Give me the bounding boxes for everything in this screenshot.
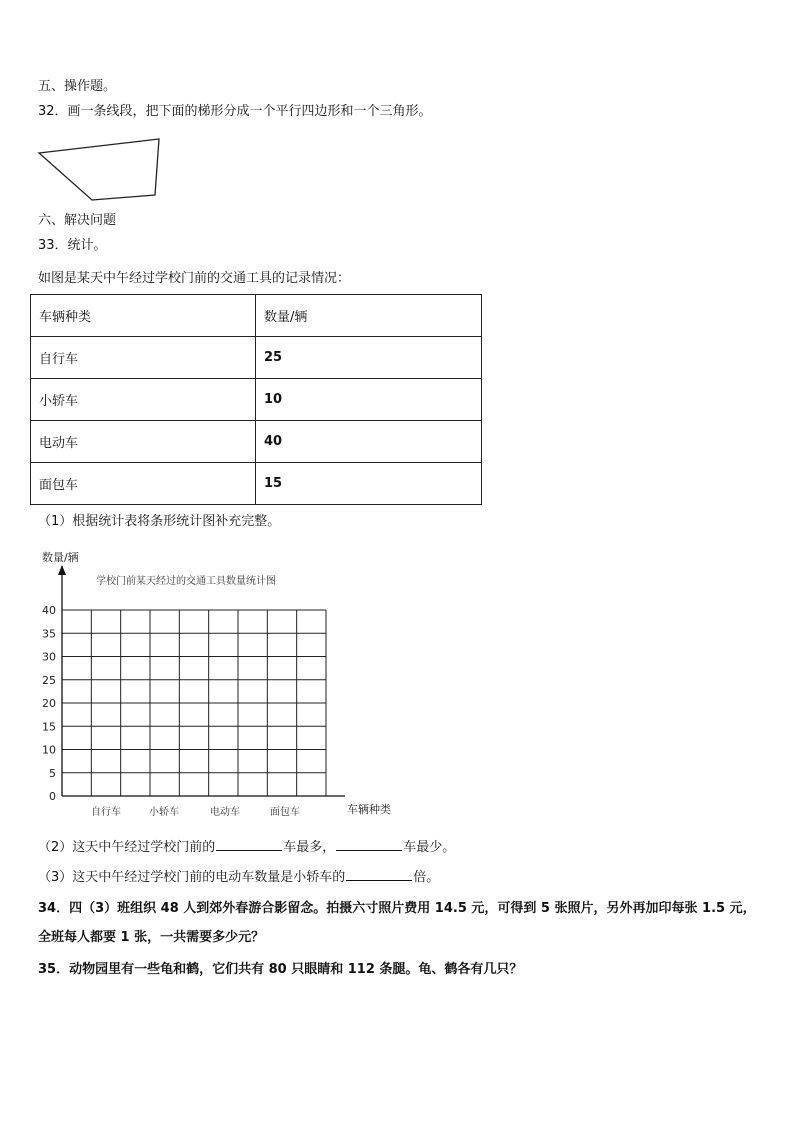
- y-tick-label: 0: [49, 790, 56, 803]
- table-cell-type: 自行车: [31, 337, 256, 379]
- y-tick-label: 20: [42, 697, 56, 710]
- table-cell-type: 面包车: [31, 463, 256, 505]
- table-cell-count: 40: [256, 421, 482, 463]
- question-34-line-2: 全班每人都要 1 张，一共需要多少元？: [38, 930, 265, 945]
- answer-blank-least[interactable]: [336, 836, 402, 851]
- x-category-label: 自行车: [91, 807, 121, 818]
- table-header-type: 车辆种类: [31, 295, 256, 337]
- y-tick-label: 40: [42, 604, 56, 617]
- chart-title: 学校门前某天经过的交通工具数量统计图: [96, 576, 276, 587]
- y-tick-label: 25: [42, 673, 56, 687]
- section-five-heading: 五、操作题。: [38, 79, 117, 94]
- q33-2-mid: 车最多，: [283, 840, 336, 855]
- question-33-intro: 如图是某天中午经过学校门前的交通工具的记录情况：: [38, 271, 351, 286]
- question-35: 35．动物园里有一些龟和鹤，它们共有 80 只眼睛和 112 条腿。龟、鹤各有几只？: [38, 962, 523, 977]
- question-33-part-2: [38, 836, 455, 857]
- table-header-count: 数量/辆: [256, 295, 482, 337]
- question-33-part-3: [38, 866, 439, 887]
- table-cell-count: 10: [256, 379, 482, 421]
- q33-2-prefix: （2）这天中午经过学校门前的: [38, 840, 216, 855]
- y-tick-label: 10: [42, 743, 56, 757]
- question-32: 32．画一条线段，把下面的梯形分成一个平行四边形和一个三角形。: [38, 104, 432, 119]
- y-tick-label: 30: [42, 650, 56, 664]
- question-33: 33．统计。: [38, 238, 107, 253]
- y-tick-label: 15: [42, 720, 56, 734]
- y-tick-label: 5: [49, 766, 56, 780]
- question-34-line-1: 34．四（3）班组织 48 人到郊外春游合影留念。拍摄六寸照片费用 14.5 元，可得到 5 张照片，另外再加印每张 1.5 元，: [38, 901, 756, 916]
- question-33-part-1: （1）根据统计表将条形统计图补充完整。: [38, 514, 281, 529]
- table-cell-count: 25: [256, 337, 482, 379]
- answer-blank-most[interactable]: [216, 836, 282, 851]
- q33-2-suffix: 车最少。: [403, 840, 456, 855]
- q33-3-prefix: （3）这天中午经过学校门前的电动车数量是小轿车的: [38, 870, 346, 885]
- x-category-label: 电动车: [210, 807, 240, 818]
- table-cell-type: 小轿车: [31, 379, 256, 421]
- answer-blank-times[interactable]: [346, 866, 412, 881]
- table-cell-type: 电动车: [31, 421, 256, 463]
- table-cell-count: 15: [256, 463, 482, 505]
- y-tick-label: 35: [42, 627, 56, 641]
- chart-x-axis-label: 车辆种类: [347, 803, 391, 816]
- y-axis-arrow-icon: [58, 565, 66, 575]
- x-category-label: 面包车: [270, 807, 300, 818]
- q33-3-suffix: 倍。: [413, 870, 440, 885]
- section-six-heading: 六、解决问题: [38, 213, 117, 228]
- x-category-label: 小轿车: [149, 807, 179, 818]
- chart-y-axis-label: 数量/辆: [42, 551, 79, 564]
